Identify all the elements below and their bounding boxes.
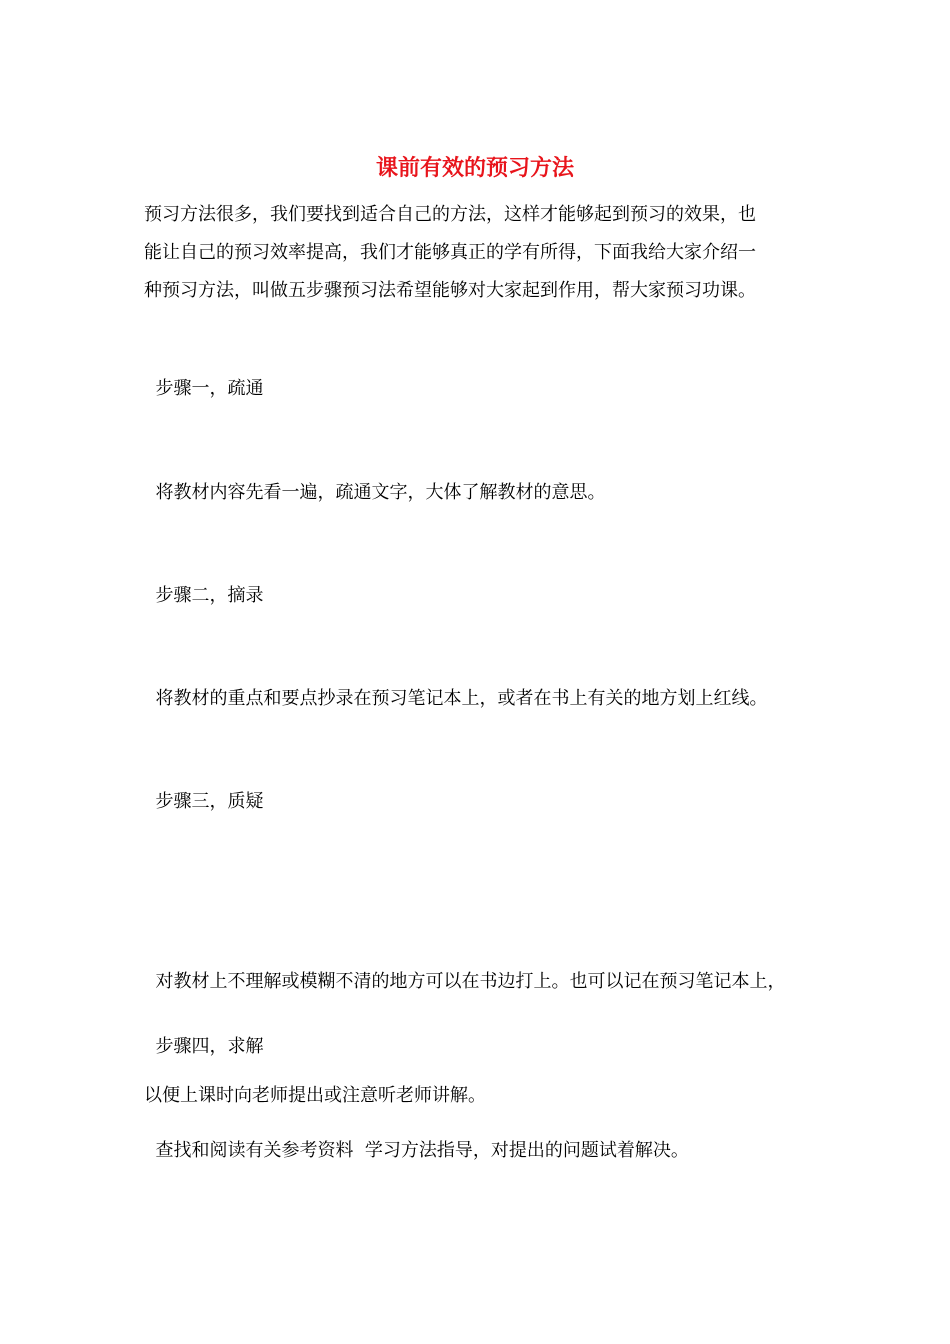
- intro-line: 能让自己的预习效率提高，我们才能够真正的学有所得，下面我给大家介绍一: [144, 242, 756, 263]
- step3-text-line: 对教材上不理解或模糊不清的地方可以在书边打上。也可以记在预习笔记本上，: [144, 971, 786, 992]
- step2-heading: 步骤二，摘录: [144, 585, 264, 606]
- step1-text: 将教材内容先看一遍，疏通文字，大体了解教材的意思。: [144, 482, 606, 503]
- step1-heading: 步骤一，疏通: [144, 378, 264, 399]
- step2-text: 将教材的重点和要点抄录在预习笔记本上，或者在书上有关的地方划上红线。: [144, 688, 768, 709]
- step3-text-line: 以便上课时向老师提出或注意听老师讲解。: [144, 1085, 486, 1106]
- step4-heading: 步骤四，求解: [144, 1036, 264, 1057]
- intro-paragraph: [144, 196, 824, 310]
- step4-text: 查找和阅读有关参考资料 学习方法指导，对提出的问题试着解决。: [144, 1140, 689, 1161]
- step3-heading: 步骤三，质疑: [144, 791, 264, 812]
- intro-line: 种预习方法，叫做五步骤预习法希望能够对大家起到作用，帮大家预习功课。: [144, 280, 756, 301]
- document-title: 课前有效的预习方法: [375, 155, 574, 181]
- intro-line: 预习方法很多，我们要找到适合自己的方法，这样才能够起到预习的效果，也: [144, 204, 756, 225]
